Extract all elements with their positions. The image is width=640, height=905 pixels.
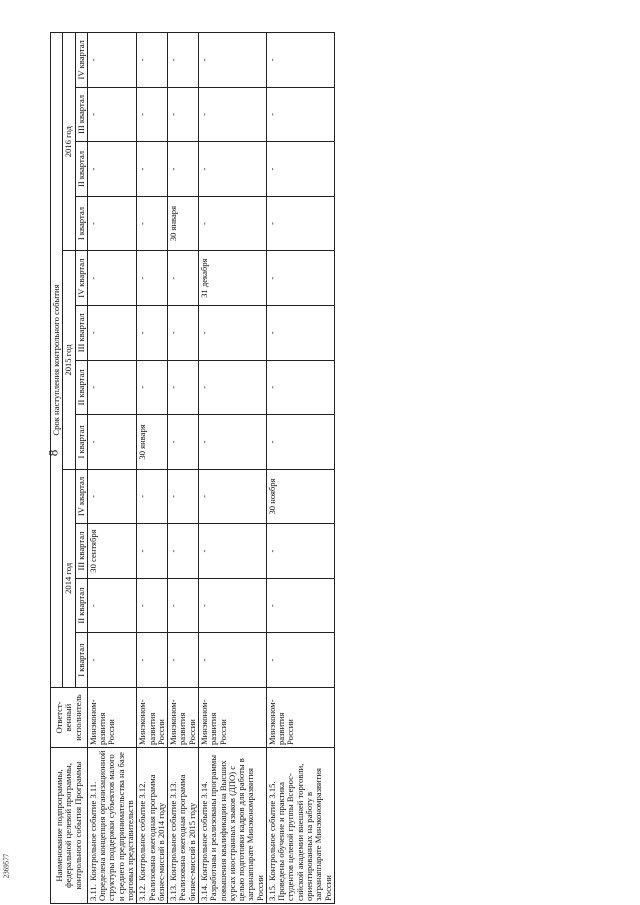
table-body	[87, 33, 334, 904]
empty-quarter-cell: -	[137, 33, 168, 88]
empty-quarter-cell: -	[137, 87, 168, 142]
empty-quarter-cell: -	[137, 469, 168, 524]
event-date-cell: 30 января	[137, 415, 168, 470]
header-quarter: IV квартал	[75, 469, 87, 524]
empty-quarter-cell: -	[266, 578, 334, 633]
event-name-cell: 3.12. Контрольное событие 3.12. Реализована ежегодная программа бизнес-миссий в 2014 году	[137, 748, 168, 904]
empty-quarter-cell: -	[168, 360, 199, 415]
page-number: 8	[45, 449, 61, 457]
empty-quarter-cell: -	[266, 305, 334, 360]
empty-quarter-cell: -	[198, 578, 266, 633]
empty-quarter-cell: -	[168, 305, 199, 360]
header-quarter: I квартал	[75, 196, 87, 251]
empty-quarter-cell: -	[87, 305, 136, 360]
responsible-cell: Минэконом-развития России	[137, 688, 168, 748]
header-quarter: III квартал	[75, 305, 87, 360]
table-row	[266, 33, 334, 904]
empty-quarter-cell: -	[137, 360, 168, 415]
empty-quarter-cell: -	[198, 360, 266, 415]
empty-quarter-cell: -	[266, 196, 334, 251]
empty-quarter-cell: -	[137, 524, 168, 579]
event-date-cell: 30 ноября	[266, 469, 334, 524]
empty-quarter-cell: -	[137, 142, 168, 197]
empty-quarter-cell: -	[168, 33, 199, 88]
empty-quarter-cell: -	[198, 142, 266, 197]
empty-quarter-cell: -	[168, 633, 199, 688]
empty-quarter-cell: -	[87, 251, 136, 306]
responsible-cell: Минэконом-развития России	[266, 688, 334, 748]
empty-quarter-cell: -	[87, 469, 136, 524]
empty-quarter-cell: -	[266, 633, 334, 688]
empty-quarter-cell: -	[168, 251, 199, 306]
rotated-page	[50, 32, 617, 904]
event-name-cell: 3.13. Контрольное событие 3.13. Реализована ежегодная программа бизнес-миссий в 2015 году	[168, 748, 199, 904]
header-year-2014: 2014 год	[63, 469, 75, 687]
event-number: 3.14.	[198, 883, 209, 901]
empty-quarter-cell: -	[137, 633, 168, 688]
responsible-cell: Минэконом-развития России	[168, 688, 199, 748]
event-number: 3.12.	[137, 883, 148, 901]
header-responsible: Ответст-венный исполнитель	[51, 688, 88, 748]
empty-quarter-cell: -	[87, 33, 136, 88]
empty-quarter-cell: -	[266, 360, 334, 415]
header-year-2016: 2016 год	[63, 33, 75, 251]
empty-quarter-cell: -	[198, 196, 266, 251]
event-name-cell: 3.11. Контрольное событие 3.11. Определена концепция организационной структуры поддержки субъектов малого и среднего предпринимательства на базе торговых представительств	[87, 748, 136, 904]
empty-quarter-cell: -	[168, 469, 199, 524]
empty-quarter-cell: -	[266, 415, 334, 470]
header-dates: Срок наступления контрольного события	[51, 33, 63, 688]
empty-quarter-cell: -	[87, 360, 136, 415]
event-number: 3.13.	[168, 883, 179, 901]
empty-quarter-cell: -	[87, 142, 136, 197]
empty-quarter-cell: -	[137, 578, 168, 633]
table-row	[137, 33, 168, 904]
header-quarter: I квартал	[75, 415, 87, 470]
empty-quarter-cell: -	[168, 524, 199, 579]
event-number: 3.11.	[87, 884, 98, 901]
empty-quarter-cell: -	[266, 251, 334, 306]
event-name-cell: 3.14. Контрольное событие 3.14. Разработаны и реализованы программы повышения квалификации на Высших курсах иностранных языков (ДПО) с целью подготовки кадров для работы в загранаппарате Минэкономразвития России	[198, 748, 266, 904]
empty-quarter-cell: -	[198, 87, 266, 142]
empty-quarter-cell: -	[198, 633, 266, 688]
document-code: 2369577	[2, 853, 11, 879]
empty-quarter-cell: -	[266, 142, 334, 197]
header-quarter: IV квартал	[75, 251, 87, 306]
header-quarter: III квартал	[75, 87, 87, 142]
empty-quarter-cell: -	[198, 305, 266, 360]
header-quarter: IV квартал	[75, 33, 87, 88]
empty-quarter-cell: -	[198, 33, 266, 88]
event-date-cell: 31 декабря	[198, 251, 266, 306]
table-row	[198, 33, 266, 904]
empty-quarter-cell: -	[87, 578, 136, 633]
empty-quarter-cell: -	[168, 415, 199, 470]
empty-quarter-cell: -	[137, 251, 168, 306]
event-date-cell: 30 сентября	[87, 524, 136, 579]
empty-quarter-cell: -	[137, 196, 168, 251]
header-quarter: III квартал	[75, 524, 87, 579]
empty-quarter-cell: -	[198, 524, 266, 579]
header-quarter: II квартал	[75, 578, 87, 633]
empty-quarter-cell: -	[168, 87, 199, 142]
empty-quarter-cell: -	[168, 142, 199, 197]
empty-quarter-cell: -	[137, 305, 168, 360]
empty-quarter-cell: -	[266, 87, 334, 142]
header-quarter: I квартал	[75, 633, 87, 688]
control-events-table	[50, 32, 335, 904]
header-quarter: II квартал	[75, 360, 87, 415]
header-year-2015: 2015 год	[63, 251, 75, 469]
empty-quarter-cell: -	[266, 524, 334, 579]
event-date-cell: 30 января	[168, 196, 199, 251]
empty-quarter-cell: -	[87, 415, 136, 470]
table-row	[87, 33, 136, 904]
header-quarter: II квартал	[75, 142, 87, 197]
responsible-cell: Минэконом-развития России	[198, 688, 266, 748]
empty-quarter-cell: -	[87, 196, 136, 251]
event-name-cell: 3.15. Контрольное событие 3.15. Проведены обучение и практика студентов целевой группы Всерос-сийской академии внешней торговли, ориентированных на работу в загранаппарате Минэкономразвития России	[266, 748, 334, 904]
empty-quarter-cell: -	[87, 87, 136, 142]
empty-quarter-cell: -	[168, 578, 199, 633]
empty-quarter-cell: -	[198, 415, 266, 470]
empty-quarter-cell: -	[198, 469, 266, 524]
responsible-cell: Минэконом-развития России	[87, 688, 136, 748]
empty-quarter-cell: -	[87, 633, 136, 688]
empty-quarter-cell: -	[266, 33, 334, 88]
event-number: 3.15.	[266, 883, 277, 901]
header-name: Наименование подпрограммы, федеральной целевой программы, контрольного события Программы	[51, 748, 88, 904]
table-row	[168, 33, 199, 904]
